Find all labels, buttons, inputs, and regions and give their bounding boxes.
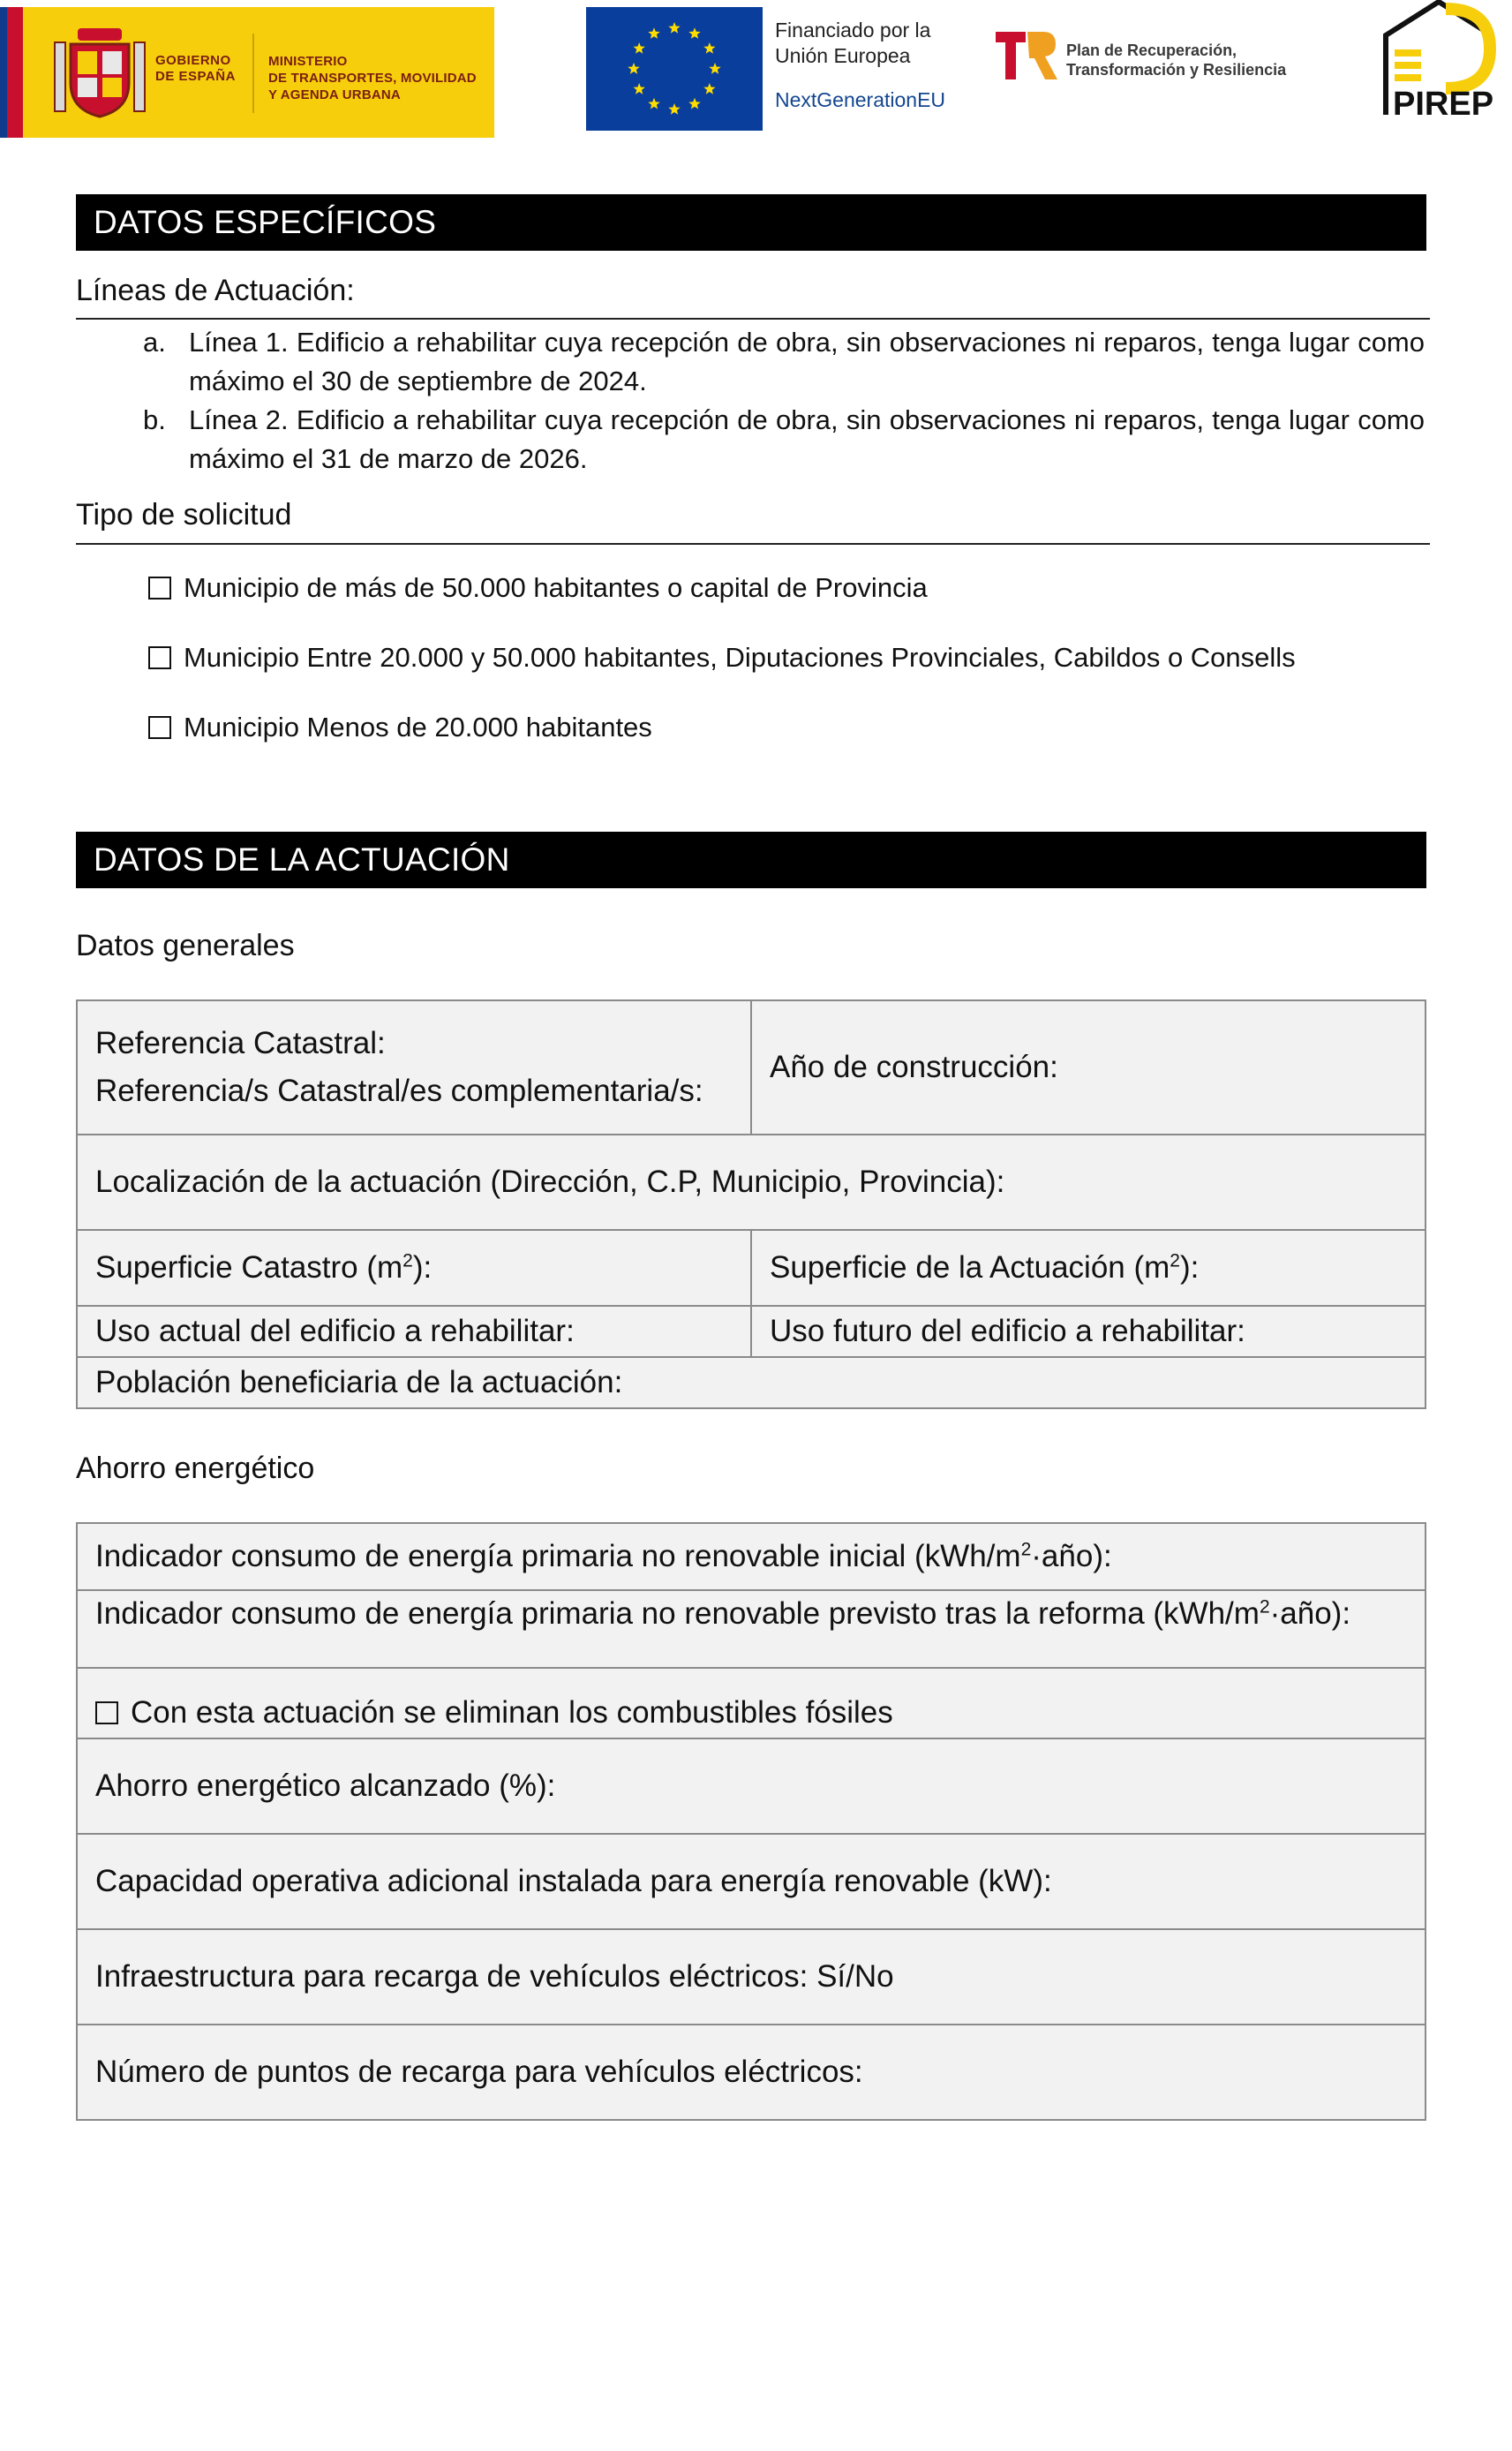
puntos-recarga-cell[interactable]: [76, 2024, 1426, 2121]
uso-futuro-label: Uso futuro del edificio a rehabilitar:: [770, 1314, 1245, 1348]
section-title: DATOS DE LA ACTUACIÓN: [94, 841, 510, 878]
anio-construccion-cell[interactable]: [750, 999, 1426, 1135]
checkbox[interactable]: [148, 646, 171, 669]
indicador-inicial-cell[interactable]: [76, 1522, 1426, 1591]
capacidad-label: Capacidad operativa adicional instalada para energía renovable (kW):: [95, 1864, 1052, 1898]
checkbox[interactable]: [148, 716, 171, 739]
checkbox[interactable]: [148, 577, 171, 600]
eu-star-icon: [709, 63, 720, 74]
puntos-recarga-label: Número de puntos de recarga para vehículos eléctricos:: [95, 2055, 863, 2089]
eu-line-2: Unión Europea: [775, 44, 911, 67]
gobierno-text: GOBIERNO DE ESPAÑA: [155, 53, 236, 84]
eu-star-icon: [668, 22, 680, 34]
eu-star-icon: [634, 83, 645, 94]
pirep-logo-icon: [1377, 0, 1512, 124]
eu-star-icon: [648, 98, 659, 109]
eu-stars-icon: [586, 7, 763, 131]
eu-flag-logo: [586, 7, 763, 131]
poblacion-cell[interactable]: [76, 1356, 1426, 1409]
ministerio-text: MINISTERIO DE TRANSPORTES, MOVILIDAD Y AGENDA URBANA: [268, 54, 477, 102]
eu-star-icon: [634, 42, 645, 54]
localizacion-cell[interactable]: [76, 1134, 1426, 1231]
lineas-heading: Líneas de Actuación:: [76, 274, 355, 307]
list-item: Línea 1. Edificio a rehabilitar cuya recepción de obra, sin observaciones ni reparos, tenga lugar como máximo el 30 de septiembre de 2024.: [189, 327, 1425, 396]
poblacion-label: Población beneficiaria de la actuación:: [95, 1365, 623, 1399]
checkbox[interactable]: [95, 1701, 118, 1724]
eu-funding-text: [775, 18, 930, 69]
pirep-text: PIREP: [1393, 86, 1494, 123]
ref-catastral-label: Referencia Catastral:: [95, 1026, 386, 1060]
next-generation-eu-text: NextGenerationEU: [775, 88, 946, 111]
eu-star-icon: [668, 103, 680, 115]
ref-complementaria-label: Referencia/s Catastral/es complementaria/s:: [95, 1074, 703, 1108]
anio-construccion-label: Año de construcción:: [770, 1050, 1058, 1084]
ref-catastral-cell[interactable]: [76, 999, 752, 1135]
section-title: DATOS ESPECÍFICOS: [94, 204, 437, 240]
section-datos-especificos-bar: [76, 194, 1426, 251]
ahorro-energetico-heading: Ahorro energético: [76, 1452, 315, 1485]
eu-star-icon: [628, 63, 639, 74]
uso-actual-label: Uso actual del edificio a rehabilitar:: [95, 1314, 575, 1348]
plan-recuperacion-logo-icon: [996, 26, 1057, 83]
superficie-catastro-label: Superficie Catastro $(m^2)$:: [95, 1250, 433, 1285]
indicador-previsto-cell[interactable]: [76, 1589, 1426, 1669]
list-marker: a.: [143, 327, 166, 358]
fosiles-cell[interactable]: [76, 1667, 1426, 1739]
superficie-actuacion-cell[interactable]: [750, 1229, 1426, 1307]
option-label: Municipio Entre 20.000 y 50.000 habitantes, Diputaciones Provinciales, Cabildos o Consells: [184, 642, 1296, 673]
option-row[interactable]: [148, 712, 652, 743]
infraestructura-label: Infraestructura para recarga de vehículos eléctricos: Sí/No: [95, 1959, 894, 1994]
plan-line-1: Plan de Recuperación,: [1066, 41, 1237, 59]
ahorro-alcanzado-label: Ahorro energético alcanzado (%):: [95, 1768, 556, 1803]
option-row[interactable]: [148, 642, 1296, 674]
plan-line-2: Transformación y Resiliencia: [1066, 61, 1287, 79]
plan-recuperacion-text: [1066, 41, 1286, 79]
superficie-actuacion-label: Superficie de la Actuación $(m^2)$:: [770, 1250, 1200, 1285]
capacidad-cell[interactable]: [76, 1833, 1426, 1930]
uso-actual-cell[interactable]: [76, 1305, 752, 1358]
coat-of-arms-icon: [51, 23, 148, 122]
eu-star-icon: [648, 27, 659, 39]
datos-generales-heading: Datos generales: [76, 929, 295, 962]
eu-star-icon: [688, 98, 700, 109]
eu-star-icon: [688, 27, 700, 39]
indicador-previsto-label: Indicador consumo de energía primaria no renovable previsto tras la reforma $(kWh/m^2\cdot año)$:: [95, 1596, 1351, 1631]
option-label: Municipio Menos de 20.000 habitantes: [184, 712, 652, 743]
infraestructura-cell[interactable]: [76, 1928, 1426, 2025]
option-row[interactable]: [148, 572, 928, 604]
list-marker: b.: [143, 404, 166, 435]
heading-rule: [76, 318, 1430, 320]
eu-star-icon: [703, 83, 715, 94]
section-datos-actuacion-bar: [76, 832, 1426, 888]
indicador-inicial-label: Indicador consumo de energía primaria no renovable inicial $(kWh/m^2\cdot año)$:: [95, 1539, 1112, 1573]
list-item: Línea 2. Edificio a rehabilitar cuya recepción de obra, sin observaciones ni reparos, tenga lugar como máximo el 31 de marzo de 2026.: [189, 404, 1425, 474]
eu-line-1: Financiado por la: [775, 19, 931, 41]
heading-rule: [76, 543, 1430, 545]
ahorro-alcanzado-cell[interactable]: [76, 1738, 1426, 1835]
gobierno-espana-logo: [0, 7, 494, 138]
localizacion-label: Localización de la actuación (Dirección, C.P, Municipio, Provincia):: [95, 1165, 1005, 1199]
tipo-solicitud-heading: Tipo de solicitud: [76, 498, 292, 532]
superficie-catastro-cell[interactable]: [76, 1229, 752, 1307]
fosiles-label: Con esta actuación se eliminan los combustibles fósiles: [131, 1695, 893, 1730]
eu-star-icon: [703, 42, 715, 54]
option-label: Municipio de más de 50.000 habitantes o capital de Provincia: [184, 572, 928, 603]
uso-futuro-cell[interactable]: [750, 1305, 1426, 1358]
